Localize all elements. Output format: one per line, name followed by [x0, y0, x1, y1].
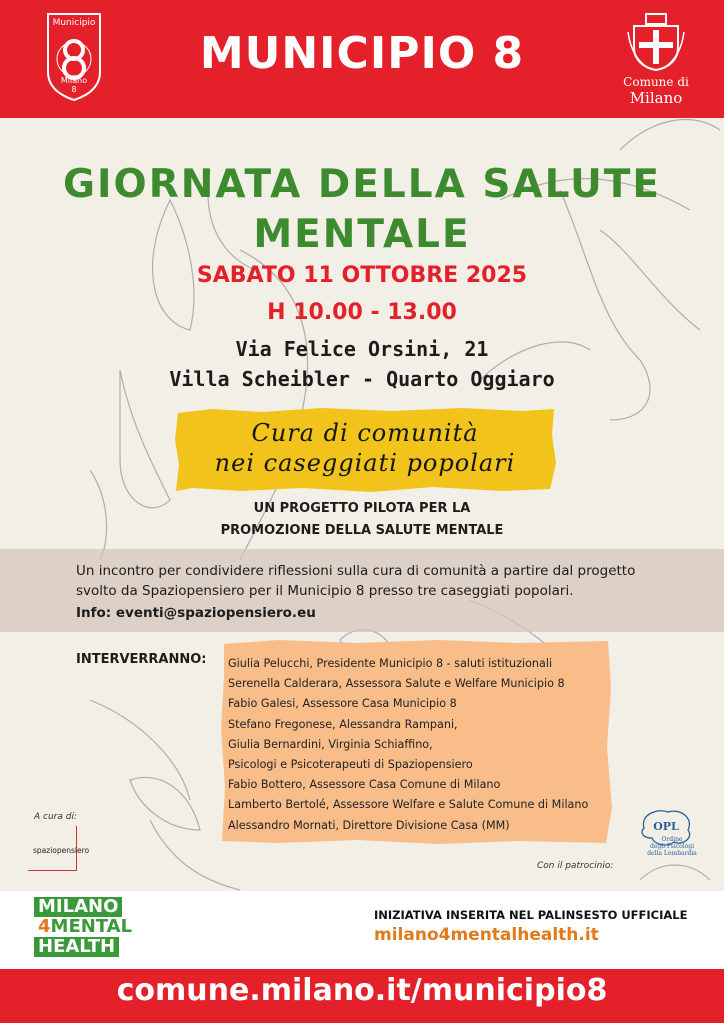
event-address-venue: Villa Scheibler - Quarto Oggiaro	[169, 367, 555, 391]
contact-email[interactable]: Info: eventi@spaziopensiero.eu	[76, 605, 316, 621]
event-description	[76, 561, 676, 601]
comune-line2: Milano	[629, 89, 683, 107]
m4mh-logo-digit: 4	[38, 916, 51, 937]
event-address-street: Via Felice Orsini, 21	[235, 337, 489, 361]
speaker-item: Alessandro Mornati, Direttore Divisione Casa (MM)	[228, 818, 510, 832]
speaker-item: Serenella Calderara, Assessora Salute e Welfare Municipio 8	[228, 677, 565, 691]
spaziopensiero-logo-text: spaziopensiero	[33, 846, 90, 855]
shield-city-text: Milano	[60, 76, 88, 85]
opl-text-line2: degli Psicologi	[649, 843, 695, 850]
m4mh-logo-line3: HEALTH	[34, 937, 119, 957]
speaker-item: Giulia Pelucchi, Presidente Municipio 8 - saluti istituzionali	[228, 657, 553, 670]
opl-logo-text	[632, 836, 712, 857]
page-title: MUNICIPIO 8	[199, 28, 525, 79]
municipio-website-link[interactable]: comune.milano.it/municipio8	[116, 973, 608, 1008]
pilot-line1: UN PROGETTO PILOTA PER LA	[253, 501, 471, 516]
m4mh-logo-line2	[34, 917, 136, 937]
shield-city-number: 8	[71, 85, 77, 94]
comune-milano-emblem-icon	[626, 12, 686, 72]
event-title	[40, 160, 684, 260]
speaker-item: Stefano Fregonese, Alessandra Rampani,	[228, 717, 458, 731]
m4mh-website-link[interactable]: milano4mentalhealth.it	[374, 925, 599, 945]
m4mh-logo-line1: MILANO	[34, 897, 122, 917]
pilot-subtitle	[0, 498, 724, 542]
description-line2: svolto da Spaziopensiero per il Municipio 8 presso tre caseggiati popolari.	[76, 583, 574, 599]
comune-milano-label	[612, 74, 700, 106]
event-time: H 10.00 - 13.00	[267, 300, 457, 325]
patronage-label: Con il patrocinio:	[537, 861, 614, 871]
speakers-list	[228, 654, 608, 836]
event-date: SABATO 11 OTTOBRE 2025	[196, 263, 528, 288]
comune-line1: Comune di	[623, 75, 689, 89]
shield-label: Municipio	[52, 18, 96, 28]
project-name	[172, 418, 558, 478]
description-line1: Un incontro per condividere riflessioni sulla cura di comunità a partire dal progetto	[76, 563, 636, 579]
project-name-line1: Cura di comunità	[251, 419, 479, 447]
event-title-line1: GIORNATA DELLA SALUTE	[63, 162, 661, 207]
speakers-label: INTERVERRANNO:	[76, 652, 207, 667]
speaker-item: Lamberto Bertolé, Assessore Welfare e Salute Comune di Milano	[228, 798, 589, 812]
event-title-line2: MENTALE	[253, 212, 471, 257]
speaker-item: Psicologi e Psicoterapeuti di Spaziopensiero	[228, 758, 473, 772]
opl-text-line1: Ordine	[661, 836, 683, 843]
m4mh-logo-word: MENTAL	[50, 916, 133, 937]
curated-by-label: A cura di:	[34, 812, 77, 822]
speaker-item: Giulia Bernardini, Virginia Schiaffino,	[228, 737, 433, 751]
opl-logo-mark: OPL	[653, 820, 679, 833]
speaker-item: Fabio Bottero, Assessore Casa Comune di Milano	[228, 778, 501, 792]
speaker-item: Fabio Galesi, Assessore Casa Municipio 8	[228, 697, 457, 711]
project-name-line2: nei caseggiati popolari	[214, 449, 516, 477]
opl-text-line3: della Lombardia	[647, 850, 697, 857]
official-program-note: INIZIATIVA INSERITA NEL PALINSESTO UFFICIALE	[374, 908, 688, 922]
pilot-line2: PROMOZIONE DELLA SALUTE MENTALE	[220, 523, 504, 538]
